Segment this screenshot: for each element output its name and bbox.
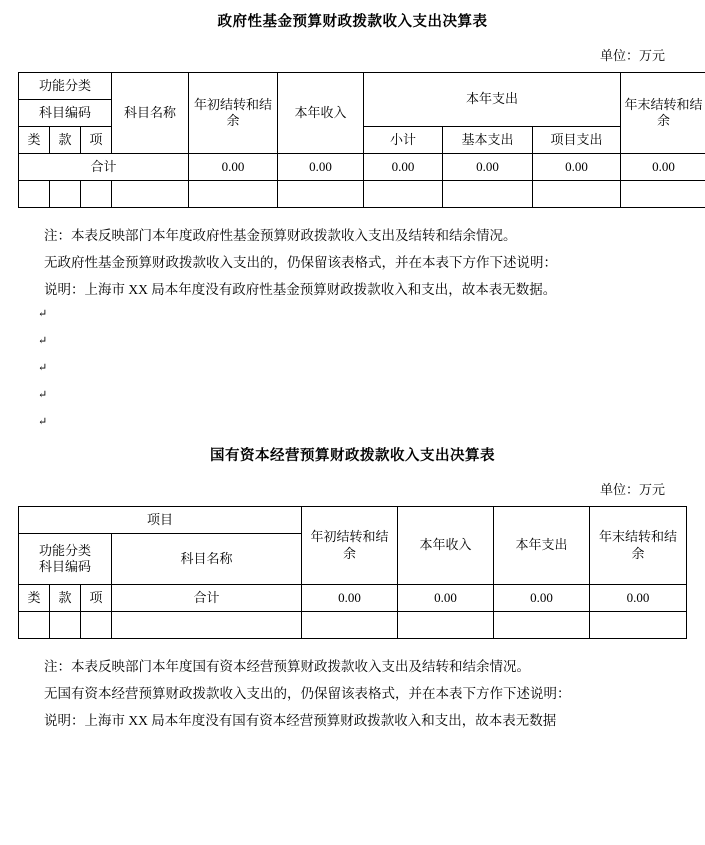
section2-row1-c2 <box>81 612 112 639</box>
section2-note-2: 说明：上海市 XX 局本年度没有国有资本经营预算财政拨款收入和支出，故本表无数据 <box>18 707 687 734</box>
table-row <box>19 585 687 612</box>
section1-row1-v0 <box>189 181 278 208</box>
section1-row1-v3 <box>443 181 533 208</box>
section1-row1-c2 <box>81 181 112 208</box>
section1-note-2: 说明：上海市 XX 局本年度没有政府性基金预算财政拨款收入和支出，故本表无数据。 <box>18 276 687 303</box>
section1-row0-v5: 0.00 <box>621 154 705 181</box>
pilcrow-mark: ↵ <box>38 303 687 330</box>
section2-row0-v3: 0.00 <box>590 585 687 612</box>
section1-table <box>18 72 705 208</box>
section2-row1-v3 <box>590 612 687 639</box>
section1-header-begin-balance: 年初结转和结余 <box>189 73 278 154</box>
pilcrow-mark: ↵ <box>38 384 687 411</box>
table-row <box>19 612 687 639</box>
section1-row0-label: 合计 <box>19 154 189 181</box>
section1-row0-v0: 0.00 <box>189 154 278 181</box>
section1-row1-c1 <box>50 181 81 208</box>
section1-note-0: 注：本表反映部门本年度政府性基金预算财政拨款收入支出及结转和结余情况。 <box>18 222 687 249</box>
section1-row1-c0 <box>19 181 50 208</box>
section2-table <box>18 506 687 639</box>
section2-row0-v1: 0.00 <box>398 585 494 612</box>
section2-header-func-code <box>19 534 112 585</box>
section2-header-subject-code: 科目编码 <box>22 559 108 575</box>
section1-header-year-income: 本年收入 <box>278 73 364 154</box>
section1-row0-v2: 0.00 <box>364 154 443 181</box>
section1-header-col-lei: 类 <box>19 127 50 154</box>
section1-row0-v3: 0.00 <box>443 154 533 181</box>
section1-header-row-1 <box>19 73 705 100</box>
section1-header-subtotal: 小计 <box>364 127 443 154</box>
section2-header-col-kuan: 款 <box>50 585 81 612</box>
section1-header-end-balance: 年末结转和结余 <box>621 73 705 154</box>
section2-header-project: 项目 <box>19 507 302 534</box>
section2-header-end-balance: 年末结转和结余 <box>590 507 687 585</box>
section2-header-col-lei: 类 <box>19 585 50 612</box>
section1-row1-c3 <box>112 181 189 208</box>
section2-note-0: 注：本表反映部门本年度国有资本经营预算财政拨款收入支出及结转和结余情况。 <box>18 653 687 680</box>
section1-header-subject-name: 科目名称 <box>112 73 189 154</box>
section2-row0-label: 合计 <box>112 585 302 612</box>
section2-note-1: 无国有资本经营预算财政拨款收入支出的，仍保留该表格式，并在本表下方作下述说明： <box>18 680 687 707</box>
pilcrow-mark: ↵ <box>38 330 687 357</box>
section2-header-year-income: 本年收入 <box>398 507 494 585</box>
section2-row1-c0 <box>19 612 50 639</box>
section1-unit-label: 单位：万元 <box>18 45 687 64</box>
section2-row1-v0 <box>302 612 398 639</box>
section1-header-col-xiang: 项 <box>81 127 112 154</box>
section2-row1-c3 <box>112 612 302 639</box>
section1-notes <box>18 222 687 303</box>
section2-row1-v2 <box>494 612 590 639</box>
section1-row1-v2 <box>364 181 443 208</box>
section1-row0-v1: 0.00 <box>278 154 364 181</box>
section2-header-col-xiang: 项 <box>81 585 112 612</box>
section1-row0-v4: 0.00 <box>533 154 621 181</box>
pilcrow-mark: ↵ <box>38 411 687 438</box>
pilcrow-mark: ↵ <box>38 357 687 384</box>
section1-header-basic-expense: 基本支出 <box>443 127 533 154</box>
table-row <box>19 181 705 208</box>
section1-header-func-class: 功能分类 <box>19 73 112 100</box>
document-page <box>0 10 705 845</box>
section1-header-col-kuan: 款 <box>50 127 81 154</box>
section2-header-subject-name: 科目名称 <box>112 534 302 585</box>
section2-row1-v1 <box>398 612 494 639</box>
section2-notes <box>18 653 687 734</box>
section2-header-row-1 <box>19 507 687 534</box>
section1-header-project-expense: 项目支出 <box>533 127 621 154</box>
section2-unit-label: 单位：万元 <box>18 479 687 498</box>
section1-header-year-expense: 本年支出 <box>364 73 621 127</box>
section2-header-func-class: 功能分类 <box>22 543 108 559</box>
section2-header-begin-balance: 年初结转和结余 <box>302 507 398 585</box>
section2-title: 国有资本经营预算财政拨款收入支出决算表 <box>18 444 687 465</box>
section1-header-subject-code: 科目编码 <box>19 100 112 127</box>
section1-title: 政府性基金预算财政拨款收入支出决算表 <box>18 10 687 31</box>
section2-row1-c1 <box>50 612 81 639</box>
section1-row1-v4 <box>533 181 621 208</box>
section1-note-1: 无政府性基金预算财政拨款收入支出的，仍保留该表格式，并在本表下方作下述说明： <box>18 249 687 276</box>
section2-row0-v0: 0.00 <box>302 585 398 612</box>
section1-row1-v1 <box>278 181 364 208</box>
table-row <box>19 154 705 181</box>
section2-row0-v2: 0.00 <box>494 585 590 612</box>
paragraph-marks-block <box>18 303 687 438</box>
section2-header-year-expense: 本年支出 <box>494 507 590 585</box>
section1-row1-v5 <box>621 181 705 208</box>
